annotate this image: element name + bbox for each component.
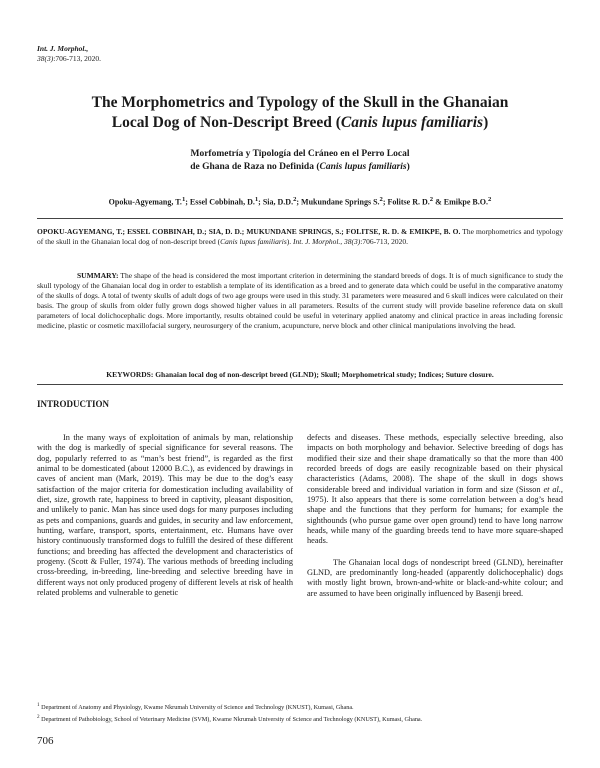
author-5-affiliation: 2: [429, 196, 434, 203]
footnote-2-mark: 2: [37, 713, 40, 720]
author-5: ; Folitse R. D.: [382, 197, 430, 207]
article-title: [40, 93, 560, 133]
paragraph-text: defects and diseases. These methods, especially selective breeding, also impacts on both morphology and behavior. Selective breeding of dogs has modified their size and their shape dramatically so that the more than 400 recorded breeds of dogs are easily recognizable based on their physical characteristics (Adams, 2008). The shape of the skull in dogs shows considerable breed and individual variation in form and size (Sisson: [307, 433, 563, 494]
citation-species: Canis lupus familiaris: [220, 237, 287, 246]
footnote-1: [37, 701, 563, 713]
article-title-line1: The Morphometrics and Typology of the Skull in the Ghanaian: [91, 94, 509, 111]
article-subtitle: [100, 148, 500, 174]
footnote-2: [37, 713, 563, 725]
section-heading-introduction: INTRODUCTION: [37, 399, 110, 409]
author-4-affiliation: 2: [379, 196, 383, 203]
summary-abstract: [37, 271, 563, 331]
footnotes: [37, 701, 563, 724]
title-species: Canis lupus familiaris: [340, 114, 484, 131]
divider-top: [37, 218, 563, 219]
paragraph: The Ghanaian local dogs of nondescript breed (GLND), hereinafter GLND, are predominantly long-headed (apparently dolichocephalic) dogs with mostly light brown, brown-and-white or black-and-white colour; and are assumed to have been originally influenced by Basenji breed.: [307, 557, 563, 598]
journal-reference: [37, 44, 101, 64]
citation-text-mid: ).: [286, 237, 294, 246]
journal-pages-year: :706-713, 2020.: [53, 54, 101, 63]
author-3-affiliation: 2: [293, 196, 297, 203]
subtitle-line1: Morfometría y Tipología del Cráneo en el Perro Local: [190, 149, 410, 159]
summary-label: SUMMARY:: [77, 271, 119, 280]
author-1: Opoku-Agyemang, T.: [108, 197, 182, 207]
author-6-affiliation: 2: [488, 196, 492, 203]
citation-text: The morphometrics and typology of the skull in the Ghanaian local dog of non-descript breed (: [37, 227, 563, 246]
subtitle-line2: [100, 161, 500, 174]
keywords: KEYWORDS: Ghanaian local dog of non-descript breed (GLND); Skull; Morphometrical study; Indices; Suture closure.: [106, 370, 494, 379]
author-4: ; Mukundane Springs S.: [296, 197, 380, 207]
subtitle-species: Canis lupus familiaris: [319, 162, 407, 172]
author-2-affiliation: 1: [254, 196, 259, 203]
paragraph: In the many ways of exploitation of animals by man, relationship with the dog is markedly of special significance for several reasons. The dog, popularly referred to as “man’s best friend”, is regarded as the first animal to be domesticated (about 12000 B.C.), as evidenced by drawings in caves of ancient man (Mark, 2019). This may be due to the dog’s easy satisfaction of the major criteria for domestication including availability of diet, size, growth rate, happiness to breed in captivity, pleasant disposition, and unlikely to panic. Man has since used dogs for many purposes including as pets and companions, guards and guides, in security and law enforcement, hunting, warfare, transport, sports, entertainment, etc. Humans have over history continuously transformed dogs to fulfill the desired of these different functions; and breeding has affected the development and characteristics of progeny. (Scott & Fuller, 1974). The various methods of breeding including cross-breeding, in-breeding, line-breeding and selective breeding have in different ways not only produced progeny of different levels at risk of health related problems and vulnerable to genetic: [37, 433, 293, 598]
summary-text: The shape of the head is considered the most important criterion in determining the standard breeds of dogs. It is of much significance to study the skull typology of the Ghanaian local dog in order to establish a template of its identification as a breed and to generate data which could be useful in the comparative anatomy of the skulls of dogs. A total of twenty skulls of adult dogs of two age groups were used in this study. 31 parameters were measured and 6 skull indices were calculated on their basis. The group of skulls from older fully grown dogs showed higher values in all parameters. Results of the current study will provide baseline reference data on skull parameters of local dolichocephalic dogs. More importantly, results obtained could be useful in veterinary applied anatomy and clinical practice in areas including forensic medicine, plastic or cosmetic maxillofacial surgery, neurosurgery of the cranium, acupuncture, nerve block and other clinical manipulations involving the head.: [37, 271, 563, 330]
author-2: ; Essel Cobbinah, D.: [185, 197, 255, 207]
journal-name: Int. J. Morphol.,: [37, 44, 89, 53]
footnote-2-text: Department of Pathobiology, School of Veterinary Medicine (SVM), Kwame Nkrumah University of Science and Technology (KNUST), Kumasi, Ghana.: [39, 715, 423, 723]
subtitle-line2-prefix: de Ghana de Raza no Definida (: [190, 162, 320, 172]
paragraph-text: , 1975). It also appears that there is some correlation between a dog’s head shape and the functions that they perform for humans; for example the sighthounds (who pursue game over open ground) tend to have long narrow heads, while many of the guarding breeds tend to have more square-shaped heads.: [307, 484, 563, 546]
citation-journal: Int. J. Morphol., 38(3): [293, 237, 361, 246]
body-column-right: [307, 433, 563, 610]
journal-volume: [37, 54, 101, 64]
author-6: & Emikpe B.O.: [433, 197, 488, 207]
citation-text-suffix: :706-713, 2020.: [360, 237, 409, 246]
title-line2-suffix: ): [483, 114, 489, 131]
citation-authors: OPOKU-AGYEMANG, T.; ESSEL COBBINAH, D.; SIA, D. D.; MUKUNDANE SPRINGS, S.; FOLITSE, R. D. & EMIKPE, B. O.: [37, 227, 461, 236]
footnote-1-mark: 1: [37, 702, 40, 708]
title-line2-prefix: Local Dog of Non-Descript Breed (: [111, 114, 341, 131]
footnote-1-text: Department of Anatomy and Physiology, Kwame Nkrumah University of Science and Technology (KNUST), Kumasi, Ghana.: [39, 704, 354, 712]
et-al: et al.: [543, 484, 561, 494]
author-3: ; Sia, D.D.: [258, 197, 294, 207]
author-1-affiliation: 1: [181, 196, 186, 203]
author-list: [20, 196, 580, 207]
paragraph: [307, 433, 563, 547]
page-number: 706: [37, 735, 54, 747]
article-title-line2: [40, 113, 560, 133]
divider-bottom: [37, 384, 563, 385]
citation-block: [37, 227, 563, 247]
journal-volume-number: 38(3): [37, 54, 54, 63]
subtitle-line2-suffix: ): [406, 162, 410, 172]
body-column-left: [37, 433, 293, 610]
